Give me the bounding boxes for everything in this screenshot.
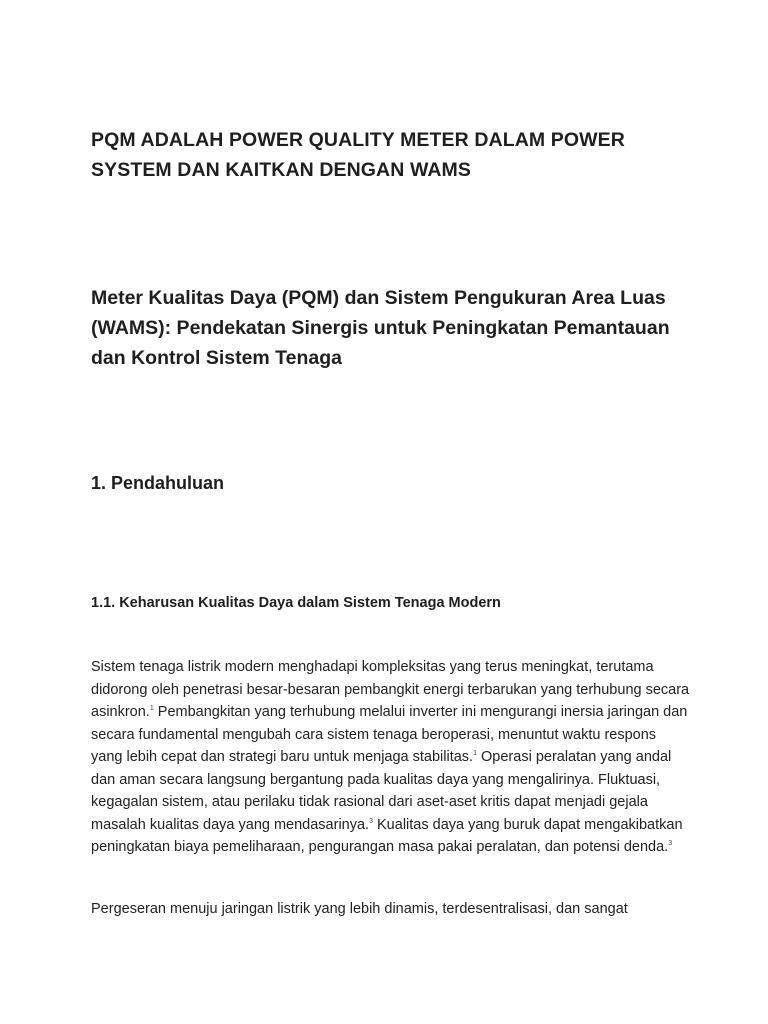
heading-pendahuluan: 1. Pendahuluan: [91, 473, 225, 493]
footnote-ref[interactable]: 1: [473, 750, 477, 758]
footnote-ref[interactable]: 3: [668, 840, 673, 848]
paragraph-1: [91, 656, 691, 859]
paragraph-1-sentence-1: Sistem tenaga listrik modern menghadapi kompleksitas yang terus meningkat, terutama didorong oleh penetrasi besar-besaran pembangkit energi terbarukan yang terhubung secara asinkron.: [91, 659, 690, 720]
footnote-ref[interactable]: 1: [149, 705, 154, 713]
paragraph-1-sentence-2: Pembangkitan yang terhubung melalui inverter ini mengurangi inersia jaringan dan secara fundamental mengubah cara sistem tenaga beroperasi, menuntut waktu respons yang lebih cepat dan strategi baru untuk menjaga stabilitas.: [91, 704, 688, 765]
paragraph-1-sentence-3: Operasi peralatan yang andal dan aman secara langsung bergantung pada kualitas daya yang mengalirinya. Fluktuasi, kegagalan sistem, atau perilaku tidak rasional dari aset-aset kritis dapat menjadi gejala masalah kualitas daya yang mendasarinya.: [91, 749, 672, 833]
heading-keharusan-kualitas-daya: 1.1. Keharusan Kualitas Daya dalam Sistem Tenaga Modern: [91, 595, 501, 611]
paragraph-2: Pergeseran menuju jaringan listrik yang lebih dinamis, terdesentralisasi, dan sangat: [91, 901, 628, 917]
document-title: PQM ADALAH POWER QUALITY METER DALAM POWER SYSTEM DAN KAITKAN DENGAN WAMS: [91, 129, 625, 181]
footnote-ref[interactable]: 3: [369, 817, 373, 825]
section-title: Meter Kualitas Daya (PQM) dan Sistem Pengukuran Area Luas (WAMS): Pendekatan Sinergis untuk Peningkatan Pemantauan dan Kontrol Sistem Tenaga: [91, 287, 670, 369]
paragraph-1-sentence-4: Kualitas daya yang buruk dapat mengakibatkan peningkatan biaya pemeliharaan, pengurangan masa pakai peralatan, dan potensi denda.: [91, 816, 683, 855]
